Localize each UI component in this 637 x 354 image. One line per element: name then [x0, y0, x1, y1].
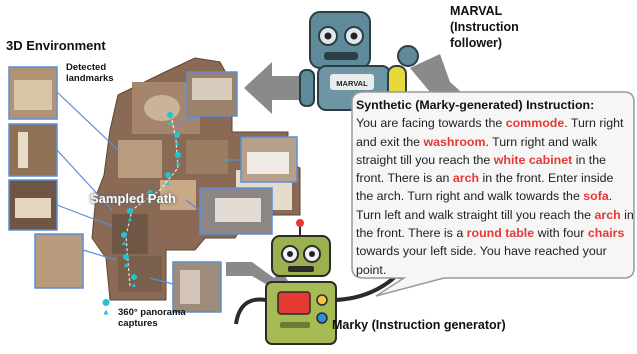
round-table [144, 95, 180, 121]
environment-title: 3D Environment [6, 38, 106, 53]
landmark-highlight: arch [452, 171, 480, 186]
instruction-text-block [356, 96, 634, 279]
washroom-area [118, 256, 162, 292]
landmark-thumbnail [35, 234, 83, 288]
panorama-legend-icon [103, 299, 110, 315]
living-area [118, 140, 162, 178]
panorama-captures-label: 360° panorama captures [118, 307, 186, 329]
sampled-path-label: Sampled Path [90, 191, 176, 206]
landmark-highlight: arch [594, 207, 621, 222]
landmark-highlight: white cabinet [493, 152, 573, 167]
landmark-highlight: commode [505, 116, 565, 131]
instruction-body [356, 114, 634, 279]
instruction-segment: in the front. There is a [356, 207, 634, 241]
instruction-segment: in the front. Enter inside the arch. Turn right and walk towards the [356, 171, 614, 204]
instruction-segment: . Turn right and walk straight till you reach the [356, 134, 598, 167]
instruction-segment: You are facing towards the [356, 116, 506, 131]
marval-chest-text: MARVAL [336, 79, 368, 88]
marval-label: MARVAL (Instruction follower) [450, 4, 519, 50]
instruction-heading: Synthetic (Marky-generated) Instruction: [356, 98, 595, 112]
landmark-thumbnail [9, 124, 57, 176]
instruction-segment: . Turn right and exit the [356, 116, 624, 149]
landmark-highlight: chairs [587, 226, 625, 241]
detected-landmarks-label: Detected landmarks [66, 62, 114, 84]
landmark-highlight: round table [466, 226, 535, 241]
instruction-segment: in the front. There is an [356, 152, 607, 186]
instruction-segment: towards your left side. You have reached your point. [356, 244, 607, 277]
instruction-segment: . Turn left and walk straight till you reach the [356, 189, 613, 222]
landmark-highlight: sofa [583, 189, 609, 204]
sofa-area [186, 140, 228, 174]
marky-label: Marky (Instruction generator) [332, 318, 506, 332]
arrow-to-marval-icon [244, 62, 308, 114]
instruction-segment: with four [534, 226, 588, 241]
landmark-highlight: washroom [423, 134, 486, 149]
